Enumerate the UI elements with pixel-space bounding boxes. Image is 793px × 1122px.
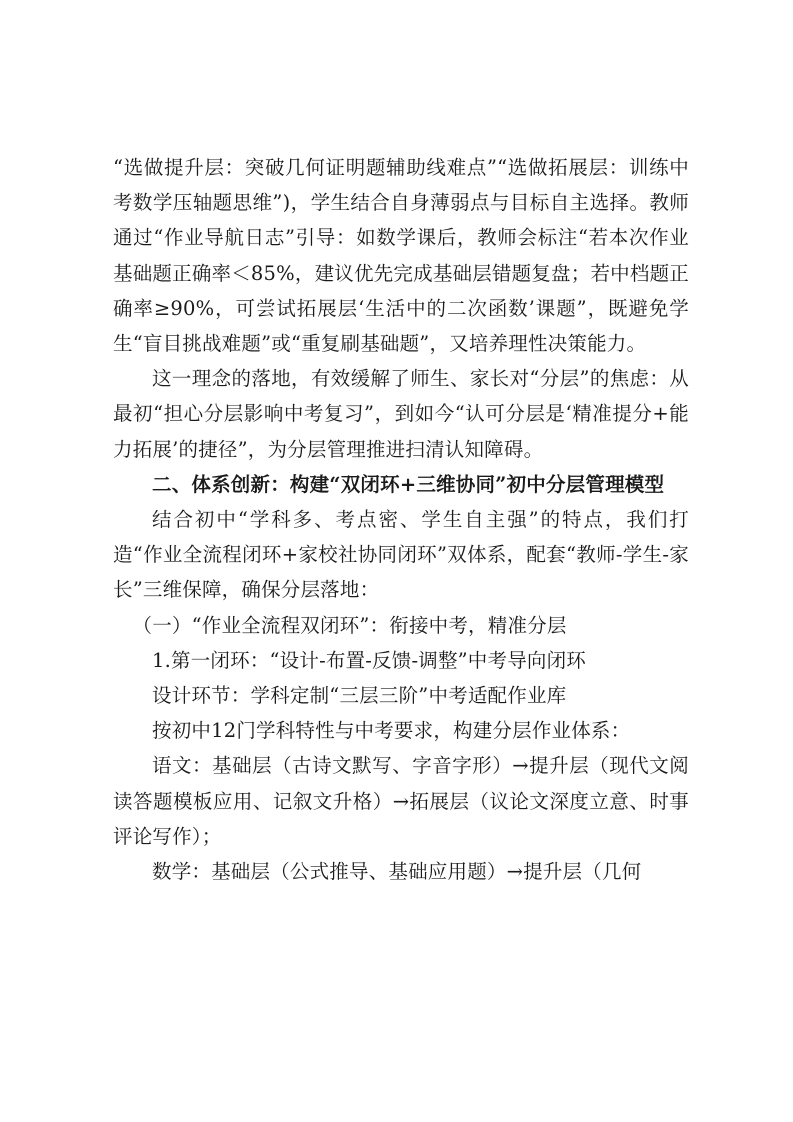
paragraph-first-loop: 1.第一闭环：“设计-布置-反馈-调整”中考导向闭环 [152, 648, 587, 672]
document-body [113, 150, 689, 889]
paragraph-homework-choice: “选做提升层：突破几何证明题辅助线难点”“选做拓展层：训练中考数学压轴题思维”)，学生结合自身薄弱点与目标自主选择。教师通过“作业导航日志”引导：如数学课后，教师会标注“若本次作业基础题正确率＜85%，建议优先完成基础层错题复盘；若中档题正确率≥90%，可尝试拓展层‘生活中的二次函数’课题”，既避免学生“盲目挑战难题”或“重复刷基础题”，又培养理性决策能力。 [113, 156, 689, 356]
paragraph-chinese-layers: 语文：基础层（古诗文默写、字音字形）→提升层（现代文阅读答题模板应用、记叙文升格）→拓展层（议论文深度立意、时事评论写作）； [113, 754, 689, 848]
paragraph-design-stage: 设计环节：学科定制“三层三阶”中考适配作业库 [152, 684, 567, 708]
paragraph-subject-system: 按初中12门学科特性与中考要求，构建分层作业体系： [152, 719, 631, 743]
subsection-heading-homework-loop: （一）“作业全流程双闭环”：衔接中考，精准分层 [132, 613, 567, 637]
paragraph-concept-landing: 这一理念的落地，有效缓解了师生、家长对“分层”的焦虑：从最初“担心分层影响中考复习”，到如今“认可分层是‘精准提分+能力拓展’的捷径”，为分层管理推进扫清认知障碍。 [113, 367, 689, 461]
paragraph-math-layers: 数学：基础层（公式推导、基础应用题）→提升层（几何 [152, 860, 642, 884]
section-heading-system-innovation: 二、体系创新：构建“双闭环+三维协同”初中分层管理模型 [152, 472, 665, 496]
paragraph-system-overview: 结合初中“学科多、考点密、学生自主强”的特点，我们打造“作业全流程闭环+家校社协同闭环”双体系，配套“教师-学生-家长”三维保障，确保分层落地： [113, 508, 689, 602]
